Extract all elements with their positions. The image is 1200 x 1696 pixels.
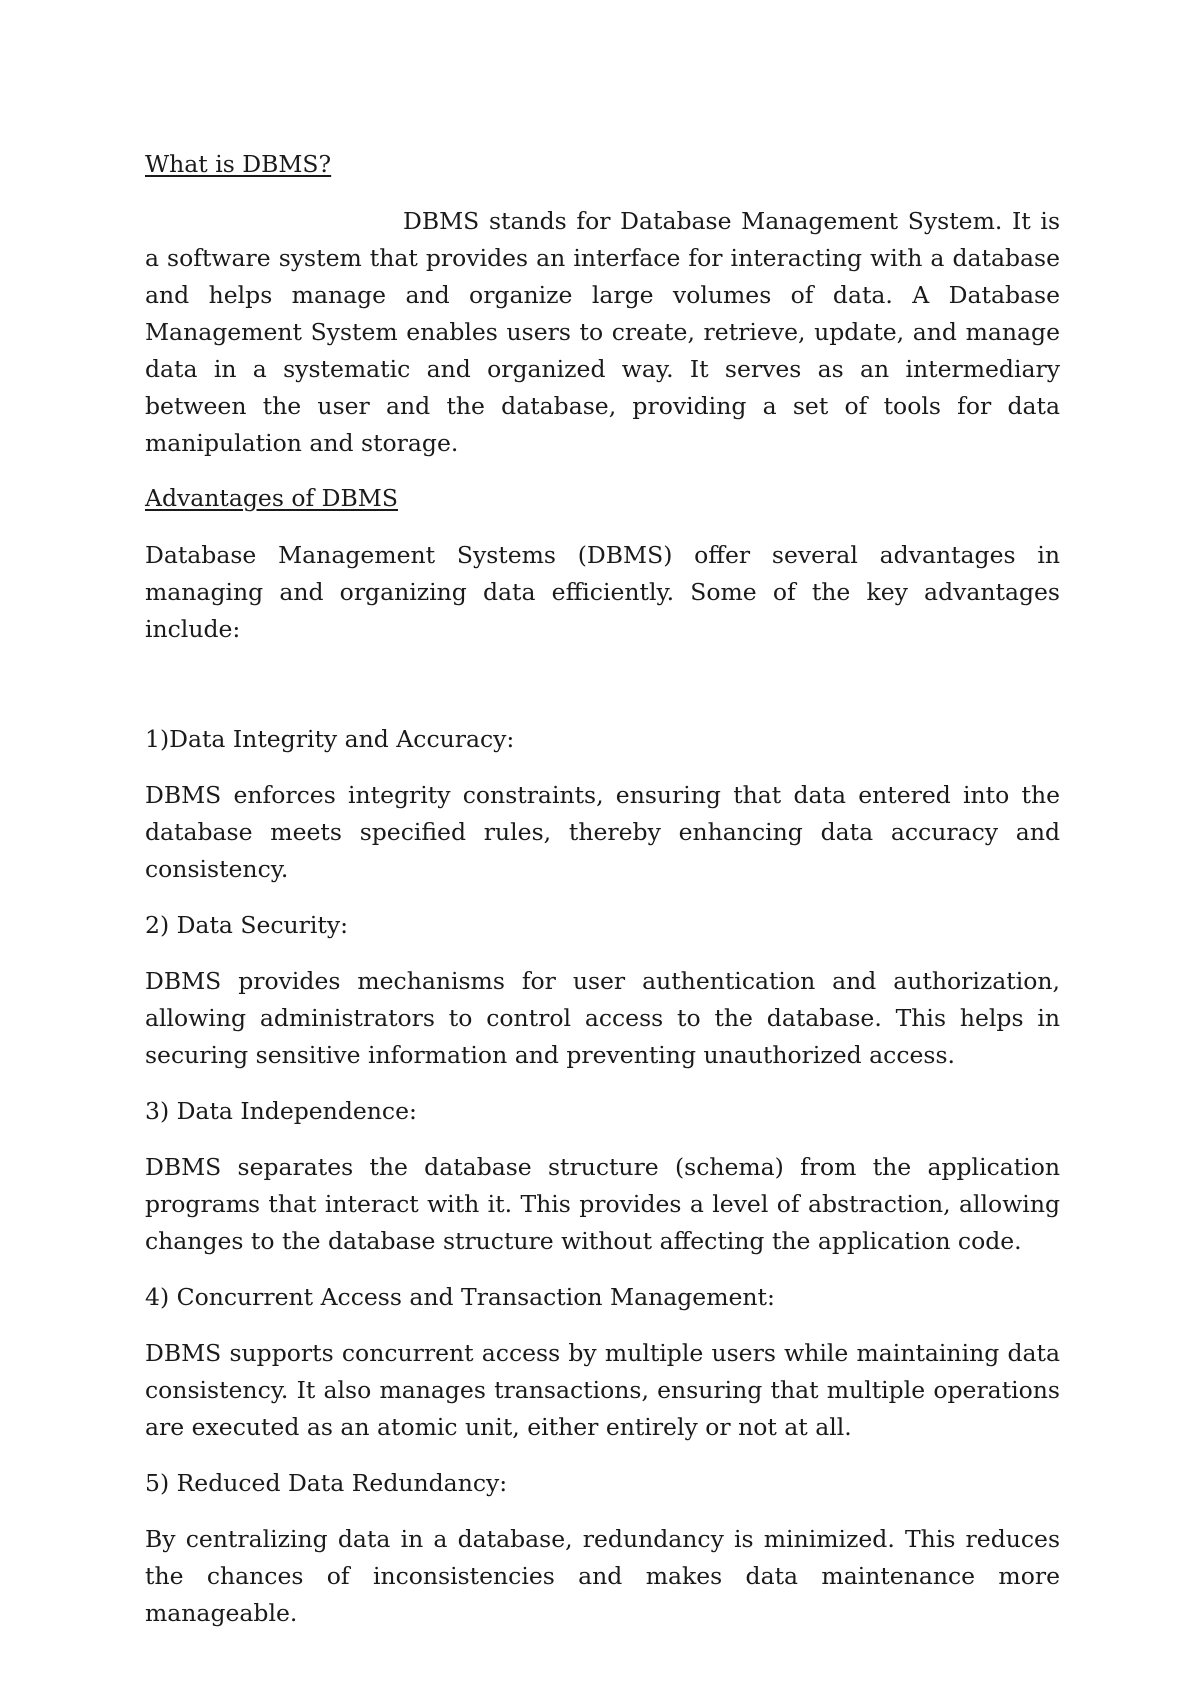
item-body-integrity: DBMS enforces integrity constraints, ensuring that data entered into the database meets specified rules, thereby enhancing data accuracy and consistency.	[145, 781, 1060, 883]
item-title-independence: 3) Data Independence:	[145, 1097, 417, 1125]
item-body-independence: DBMS separates the database structure (schema) from the application programs that interact with it. This provides a level of abstraction, allowing changes to the database structure without affecting the application code.	[145, 1153, 1060, 1255]
item-body-redundancy: By centralizing data in a database, redundancy is minimized. This reduces the chances of inconsistencies and makes data maintenance more manageable.	[145, 1525, 1060, 1627]
paragraph-advantages-intro: Database Management Systems (DBMS) offer several advantages in managing and organizing data efficiently. Some of the key advantages include:	[145, 541, 1060, 643]
item-title-redundancy: 5) Reduced Data Redundancy:	[145, 1469, 508, 1497]
heading-advantages: Advantages of DBMS	[145, 484, 398, 512]
paragraph-dbms-definition: DBMS stands for Database Management System. It is a software system that provides an interface for interacting with a database and helps manage and organize large volumes of data. A Database Management System enables users to create, retrieve, update, and manage data in a systematic and organized way. It serves as an intermediary between the user and the database, providing a set of tools for data manipulation and storage.	[145, 207, 1060, 457]
item-title-concurrency: 4) Concurrent Access and Transaction Management:	[145, 1283, 775, 1311]
document-content	[145, 146, 1060, 1651]
blank-line	[145, 667, 1060, 721]
item-title-security: 2) Data Security:	[145, 911, 349, 939]
item-body-security: DBMS provides mechanisms for user authentication and authorization, allowing administrators to control access to the database. This helps in securing sensitive information and preventing unauthorized access.	[145, 967, 1060, 1069]
heading-what-is-dbms: What is DBMS?	[145, 150, 332, 178]
item-body-concurrency: DBMS supports concurrent access by multiple users while maintaining data consistency. It also manages transactions, ensuring that multiple operations are executed as an atomic unit, either entirely or not at all.	[145, 1339, 1060, 1441]
item-title-integrity: 1)Data Integrity and Accuracy:	[145, 725, 515, 753]
